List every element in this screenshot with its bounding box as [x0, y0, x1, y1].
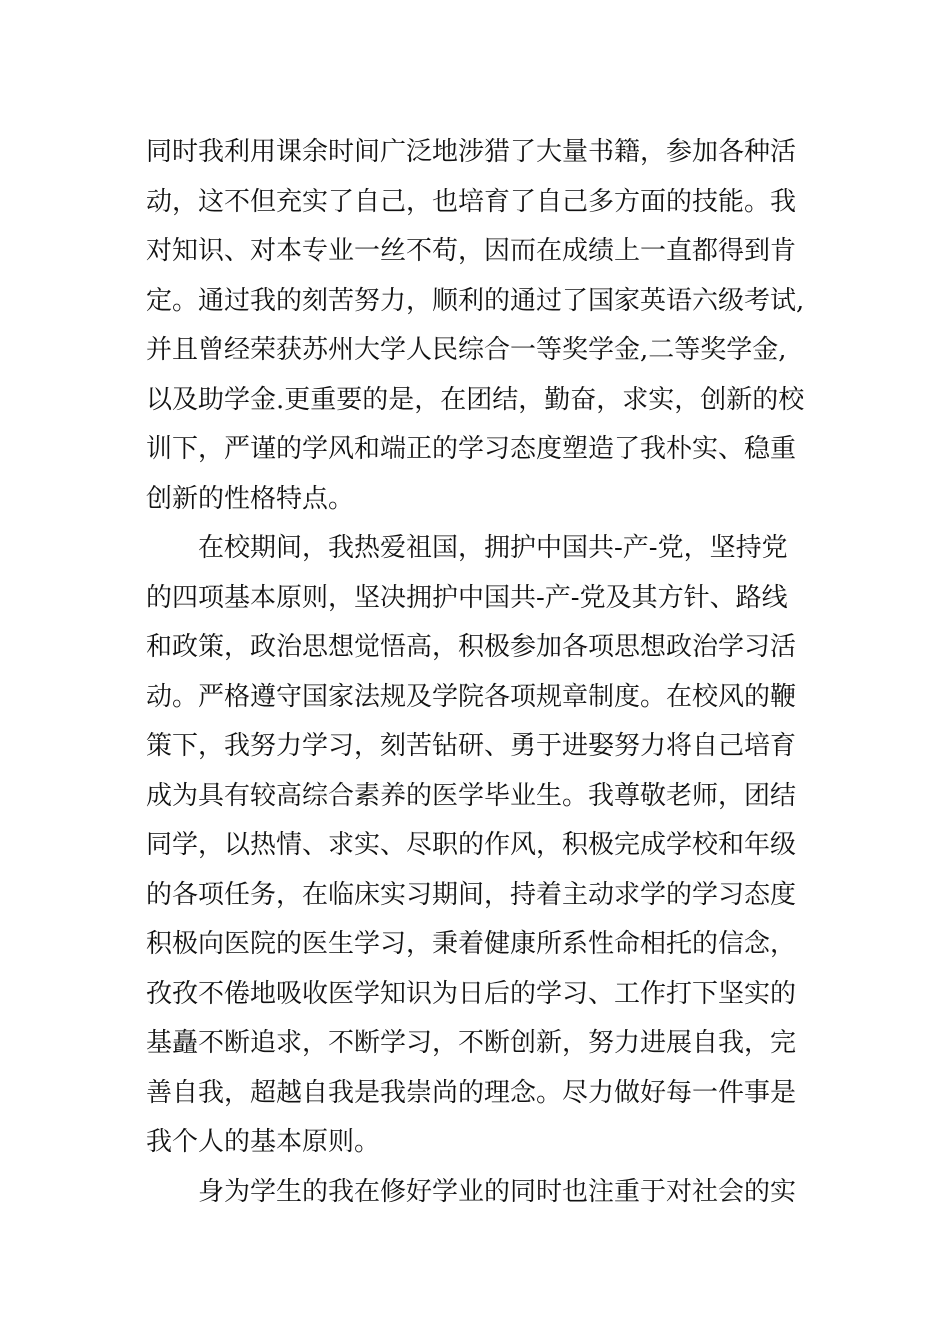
text-line: 积极向医院的医生学习，秉着健康所系性命相托的信念， — [146, 929, 797, 959]
text-line: 基矗不断追求，不断学习，不断创新，努力进展自我，完 — [146, 1028, 797, 1058]
paragraph-first-line: 身为学生的我在修好学业的同时也注重于对社会的实 — [198, 1176, 797, 1207]
text-line: 同时我利用课余时间广泛地涉猎了大量书籍，参加各种活 — [146, 137, 797, 167]
text-line: 成为具有较高综合素养的医学毕业生。我尊敬老师，团结 — [146, 780, 797, 811]
text-line: 并且曾经荣获苏州大学人民综合一等奖学金,二等奖学金, — [146, 335, 787, 365]
text-line: 我个人的基本原则。 — [146, 1127, 381, 1157]
text-line: 孜孜不倦地吸收医学知识为日后的学习、工作打下坚实的 — [146, 978, 797, 1009]
text-line: 动。严格遵守国家法规及学院各项规章制度。在校风的鞭 — [146, 681, 797, 712]
text-line: 对知识、对本专业一丝不苟，因而在成绩上一直都得到肯 — [146, 236, 797, 266]
paragraph-first-line: 在校期间，我热爱祖国，拥护中国共-产-党，坚持党 — [198, 533, 788, 563]
text-line: 同学，以热情、求实、尽职的作风，积极完成学校和年级 — [146, 830, 797, 860]
text-line: 的四项基本原则，坚决拥护中国共-产-党及其方针、路线 — [146, 582, 788, 613]
text-line: 和政策，政治思想觉悟高，积极参加各项思想政治学习活 — [146, 632, 797, 662]
text-line: 创新的性格特点。 — [146, 483, 355, 514]
text-line: 定。通过我的刻苦努力，顺利的通过了国家英语六级考试, — [146, 285, 805, 316]
text-line: 的各项任务，在临床实习期间，持着主动求学的学习态度 — [146, 879, 797, 910]
text-line: 善自我，超越自我是我崇尚的理念。尽力做好每一件事是 — [146, 1077, 797, 1108]
body-text — [146, 128, 814, 1217]
text-line: 动，这不但充实了自己，也培育了自己多方面的技能。我 — [146, 186, 797, 217]
text-line: 训下，严谨的学风和端正的学习态度塑造了我朴实、稳重 — [146, 434, 797, 464]
text-line: 以及助学金.更重要的是，在团结，勤奋，求实，创新的校 — [146, 384, 805, 415]
text-line: 策下，我努力学习，刻苦钻研、勇于进娶努力将自己培育 — [146, 731, 797, 761]
